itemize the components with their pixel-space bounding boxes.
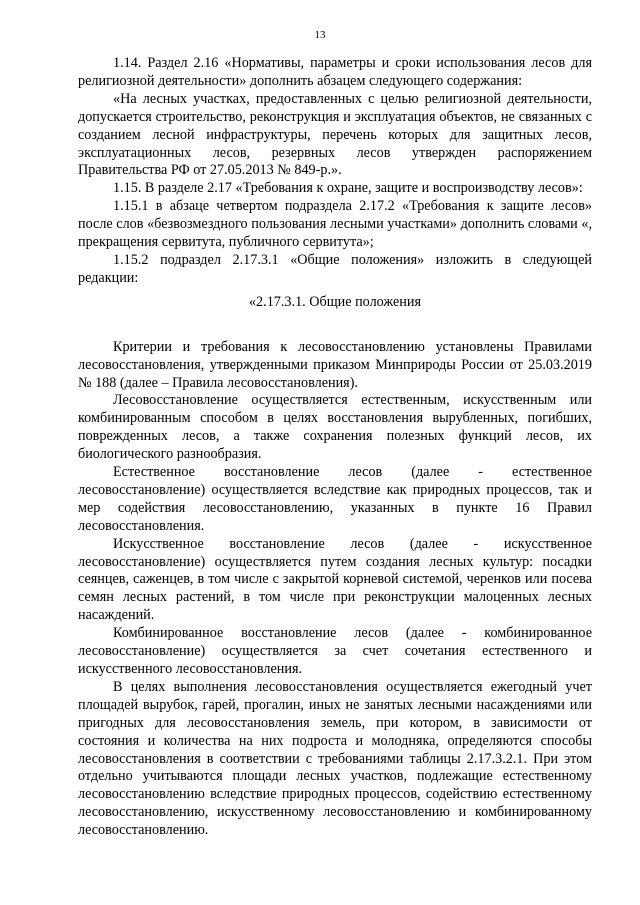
amendment-paragraph: 1.15.2 подраздел 2.17.3.1 «Общие положения» изложить в следующей редакции: — [78, 251, 592, 286]
section-paragraph: Критерии и требования к лесовосстановлению установлены Правилами лесовосстановления, утвержденными приказом Минприроды России от 25.03.2019 № 188 (далее – Правила лесовосстановления). — [78, 338, 592, 391]
amendment-paragraph: 1.14. Раздел 2.16 «Нормативы, параметры и сроки использования лесов для религиозной деятельности» дополнить абзацем следующего содержания: — [78, 55, 592, 89]
section-paragraph: Комбинированное восстановление лесов (далее - комбинированное лесовосстановление) осуществляется за счет сочетания естественного и искусственного лесовосстановления. — [78, 625, 592, 677]
section-heading: «2.17.3.1. Общие положения — [248, 293, 422, 310]
section-paragraph: Лесовосстановление осуществляется естественным, искусственным или комбинированным способом в целях восстановления вырубленных, погибших, поврежденных лесов, а также сохранения полезных функций лесов, их биологического разнообразия. — [78, 392, 592, 463]
section-paragraph: Искусственное восстановление лесов (далее - искусственное лесовосстановление) осуществляется путем создания лесных культур: посадки сеянцев, саженцев, в том числе с закрытой корневой системой, черенков или посева семян лесных растений, в том числе при реконструкции малоценных лесных насаждений. — [78, 535, 592, 624]
amendment-paragraph: «На лесных участках, предоставленных с целью религиозной деятельности, допускается строительство, реконструкция и эксплуатация объектов, не связанных с созданием лесной инфраструктуры, перечень которых для защитных лесов, эксплуатационных лесов, резервных лесов утвержден распоряжением Правительства РФ от 27.05.2013 № 849-р.». — [78, 90, 592, 179]
section-paragraph: В целях выполнения лесовосстановления осуществляется ежегодный учет площадей вырубок, гарей, прогалин, иных не занятых лесными насаждениями или пригодных для лесовосстановления земель, при котором, в зависимости от состояния и количества на них подроста и молодняка, определяются способы лесовосстановления в соответствии с требованиями таблицы 2.17.3.2.1. При этом отдельно учитываются площади лесных участков, подлежащие естественному лесовосстановлению вследствие природных процессов, содействию естественному лесовосстановлению, искусственному лесовосстановлению и комбинированному лесовосстановлению. — [78, 678, 592, 839]
amendment-paragraph: 1.15.1 в абзаце четвертом подраздела 2.17.2 «Требования к защите лесов» после слов «безвозмездного пользования лесными участками» дополнить словами «, прекращения сервитута, публичного сервитута»; — [78, 198, 592, 251]
page-number: 13 — [314, 29, 326, 41]
section-paragraph: Естественное восстановление лесов (далее - естественное лесовосстановление) осуществляется вследствие как природных процессов, так и мер содействия лесовосстановлению, указанных в пункте 16 Правил лесовосстановления. — [78, 464, 592, 534]
amendment-paragraph: 1.15. В разделе 2.17 «Требования к охране, защите и воспроизводству лесов»: — [113, 180, 583, 197]
document-body — [78, 55, 592, 840]
